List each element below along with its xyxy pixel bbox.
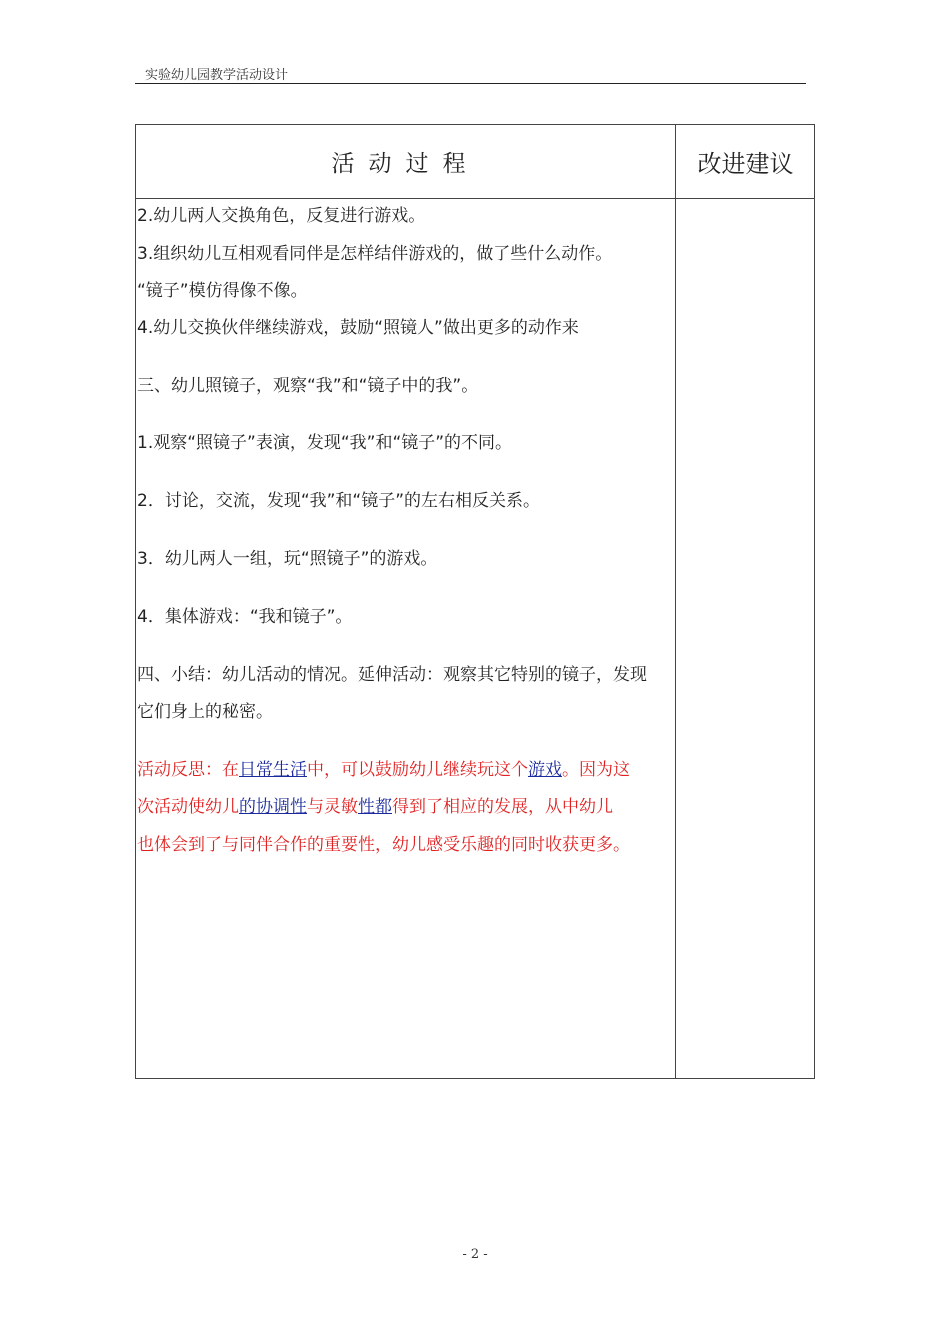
process-line: 4．集体游戏：“我和镜子”。	[137, 607, 353, 627]
page-header-title: 实验幼儿园教学活动设计	[145, 68, 289, 83]
reflection-link-daily-life[interactable]: 日常生活	[239, 760, 307, 780]
reflection-line	[137, 792, 613, 817]
reflection-link-coordination[interactable]: 的协调性	[239, 797, 307, 817]
process-line: 4.幼儿交换伙伴继续游戏，鼓励“照镜人”做出更多的动作来	[137, 318, 579, 338]
reflection-text: 与灵敏	[307, 797, 358, 817]
column-header-process: 活动过程	[331, 151, 480, 177]
reflection-text: 。因为这	[562, 760, 630, 780]
activity-table	[135, 124, 815, 1079]
process-line: “镜子”模仿得像不像。	[137, 281, 308, 301]
reflection-link-game[interactable]: 游戏	[528, 760, 562, 780]
column-header-suggestions: 改进建议	[697, 150, 794, 178]
reflection-link-agility[interactable]: 性都	[358, 797, 392, 817]
process-line: 3．幼儿两人一组，玩“照镜子”的游戏。	[137, 549, 438, 569]
reflection-text: 中，可以鼓励幼儿继续玩这个	[307, 760, 528, 780]
process-line: 3.组织幼儿互相观看同伴是怎样结伴游戏的，做了些什么动作。	[137, 244, 613, 264]
header-row-divider	[136, 198, 814, 199]
reflection-text: 活动反思：在	[137, 760, 239, 780]
column-divider	[675, 125, 676, 1078]
process-line: 它们身上的秘密。	[137, 702, 273, 722]
reflection-line: 也体会到了与同伴合作的重要性，幼儿感受乐趣的同时收获更多。	[137, 835, 630, 855]
page-number: - 2 -	[462, 1247, 488, 1262]
reflection-line	[137, 755, 630, 780]
process-line: 三、幼儿照镜子，观察“我”和“镜子中的我”。	[137, 376, 479, 396]
process-line: 2．讨论，交流，发现“我”和“镜子”的左右相反关系。	[137, 491, 541, 511]
reflection-text: 得到了相应的发展，从中幼儿	[392, 797, 613, 817]
process-line: 2.幼儿两人交换角色，反复进行游戏。	[137, 206, 426, 226]
reflection-text: 次活动使幼儿	[137, 797, 239, 817]
process-line: 1.观察“照镜子”表演，发现“我”和“镜子”的不同。	[137, 433, 513, 453]
header-rule	[135, 83, 806, 84]
process-line: 四、小结：幼儿活动的情况。延伸活动：观察其它特别的镜子，发现	[137, 665, 647, 685]
